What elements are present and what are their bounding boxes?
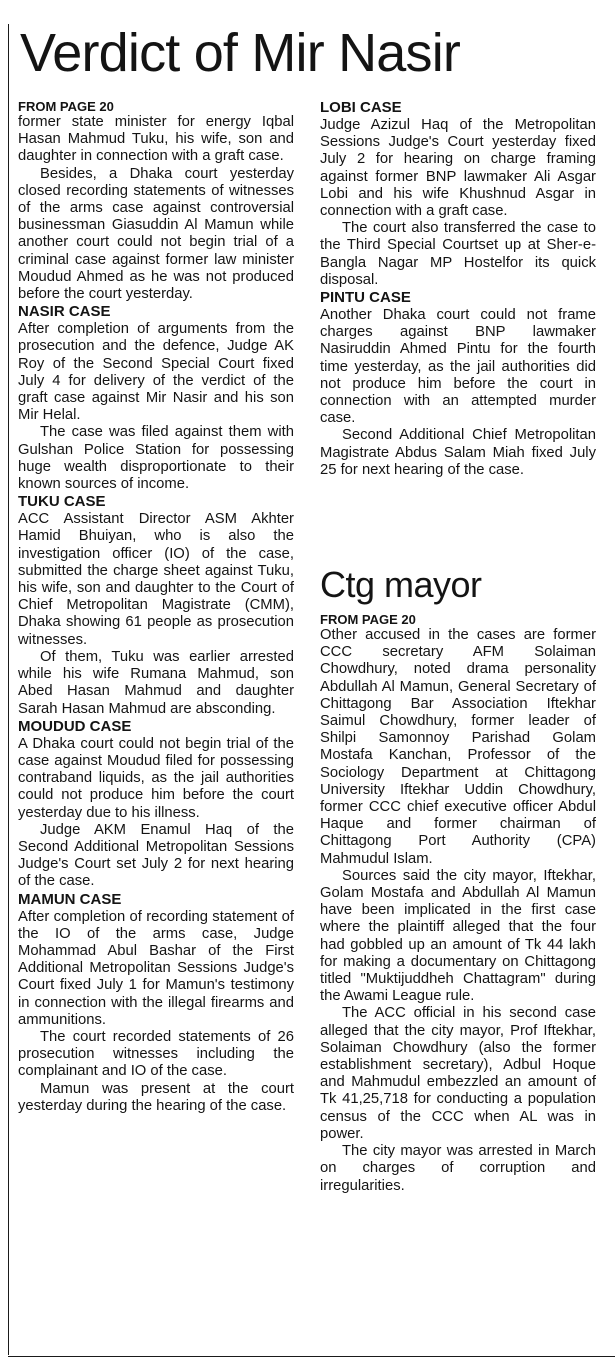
article-paragraph: A Dhaka court could not begin trial of the case against Moudud filed for possessing contraband liquids, as the jail authorities could not produce him before the court yesterday due to his illness. (18, 735, 294, 821)
article-paragraph: The court also transferred the case to the Third Special Courtset up at Sher-e-Bangla Nagar MP Hostelfor its quick disposal. (320, 220, 596, 288)
article-paragraph: The city mayor was arrested in March on charges of corruption and irregularities. (320, 1143, 596, 1194)
section-heading: NASIR CASE (18, 303, 111, 321)
second-article-headline: Ctg mayor (320, 564, 482, 605)
section-heading: MAMUN CASE (18, 890, 122, 908)
main-article-from-page: FROM PAGE 20 (18, 99, 114, 114)
article-paragraph: After completion of recording statement of the IO of the arms case, Judge Mohammad Abul Bashar of the First Additional Metropolitan Sessions Judge's Court fixed July 1 for Mamun's testimony in connection with the illegal firearms and ammunitions. (18, 908, 294, 1028)
second-article-from-page: FROM PAGE 20 (320, 612, 416, 627)
article-paragraph: Second Additional Chief Metropolitan Magistrate Abdus Salam Miah fixed July 25 for next hearing of the case. (320, 427, 596, 478)
main-article-right-column (320, 99, 596, 479)
article-paragraph: The ACC official in his second case alleged that the city mayor, Prof Iftekhar, Solaiman Chowdhury (also the former establishment secretary), Adbul Hoque and Mahmudul embezzled an amount of Tk 41,25,718 for conducting a population census of the CCC when AL was in power. (320, 1005, 596, 1142)
article-paragraph: Other accused in the cases are former CCC secretary AFM Solaiman Chowdhury, noted drama personality Abdullah Al Mamun, General Secretary of Chittagong Bar Association Iftekhar Saimul Chowdhury, former leader of Shilpi Samonnoy Parishad Golam Mostafa Kanchan, Professor of the Sociology Department at Chittagong University Iftekhar Uddin Chowdhury, former CCC chief executive officer Abdul Haque and former chairman of Chittagong Port Authority (CPA) Mahmudul Islam. (320, 627, 596, 867)
second-article-body (320, 627, 596, 1195)
article-paragraph: Judge Azizul Haq of the Metropolitan Sessions Judge's Court yesterday fixed July 2 for hearing on charge framing against former BNP lawmaker Ali Asgar Lobi and his wife Khushnud Asgar in connection with a graft case. (320, 117, 596, 220)
article-paragraph: Sources said the city mayor, Iftekhar, Golam Mostafa and Abdullah Al Mamun have been implicated in the first case where the plaintiff alleged that the four had gobbled up an amount of Tk 44 lakh for making a documentary on Chittagong titled "Muktijuddheh Chattagram" during the Awami League rule. (320, 867, 596, 1005)
article-paragraph: The case was filed against them with Gulshan Police Station for possessing huge wealth disproportionate to their known sources of income. (18, 424, 294, 493)
article-paragraph: Judge AKM Enamul Haq of the Second Additional Metropolitan Sessions Judge's Court set July 2 for next hearing of the case. (18, 821, 294, 890)
main-article-left-column (18, 99, 294, 1115)
article-paragraph: Mamun was present at the court yesterday during the hearing of the case. (18, 1080, 294, 1114)
article-paragraph: Another Dhaka court could not frame charges against BNP lawmaker Nasiruddin Ahmed Pintu for the fourth time yesterday, as the jail authorities did not produce him before the court in connection with an attempted murder case. (320, 307, 596, 427)
section-heading: MOUDUD CASE (18, 717, 132, 735)
article-paragraph: former state minister for energy Iqbal Hasan Mahmud Tuku, his wife, son and daughter in connection with a graft case. (18, 114, 294, 165)
article-paragraph: After completion of arguments from the prosecution and the defence, Judge AK Roy of the Second Special Court fixed July 4 for delivery of the verdict of the graft case against Mir Nasir and his son Mir Helal. (18, 321, 294, 424)
article-paragraph: The court recorded statements of 26 prosecution witnesses including the complainant and IO of the case. (18, 1028, 294, 1080)
second-article (320, 558, 596, 1195)
main-article-left-body (18, 114, 294, 1115)
section-heading: TUKU CASE (18, 493, 106, 511)
page-frame-left-rule (8, 24, 9, 1355)
main-headline: Verdict of Mir Nasir (20, 23, 461, 83)
article-paragraph: Of them, Tuku was earlier arrested while his wife Rumana Mahmud, son Abed Hasan Mahmud and daughter Sarah Hasan Mahmud are absconding. (18, 648, 294, 717)
main-article-right-body (320, 99, 596, 479)
section-heading: LOBI CASE (320, 99, 402, 116)
section-heading: PINTU CASE (320, 289, 411, 307)
article-paragraph: ACC Assistant Director ASM Akhter Hamid Bhuiyan, who is also the investigation officer (IO) of the case, submitted the charge sheet against Tuku, his wife, son and daughter to the Court of Chief Metropolitan Magistrate (CMM), Dhaka showing 61 people as prosecution witnesses. (18, 511, 294, 648)
page-frame-bottom-rule (8, 1356, 615, 1357)
article-paragraph: Besides, a Dhaka court yesterday closed recording statements of witnesses of the arms case against controversial businessman Giasuddin Al Mamun while another court could not begin trial of a criminal case against former law minister Moudud Ahmed as he was not produced before the court yesterday. (18, 165, 294, 303)
